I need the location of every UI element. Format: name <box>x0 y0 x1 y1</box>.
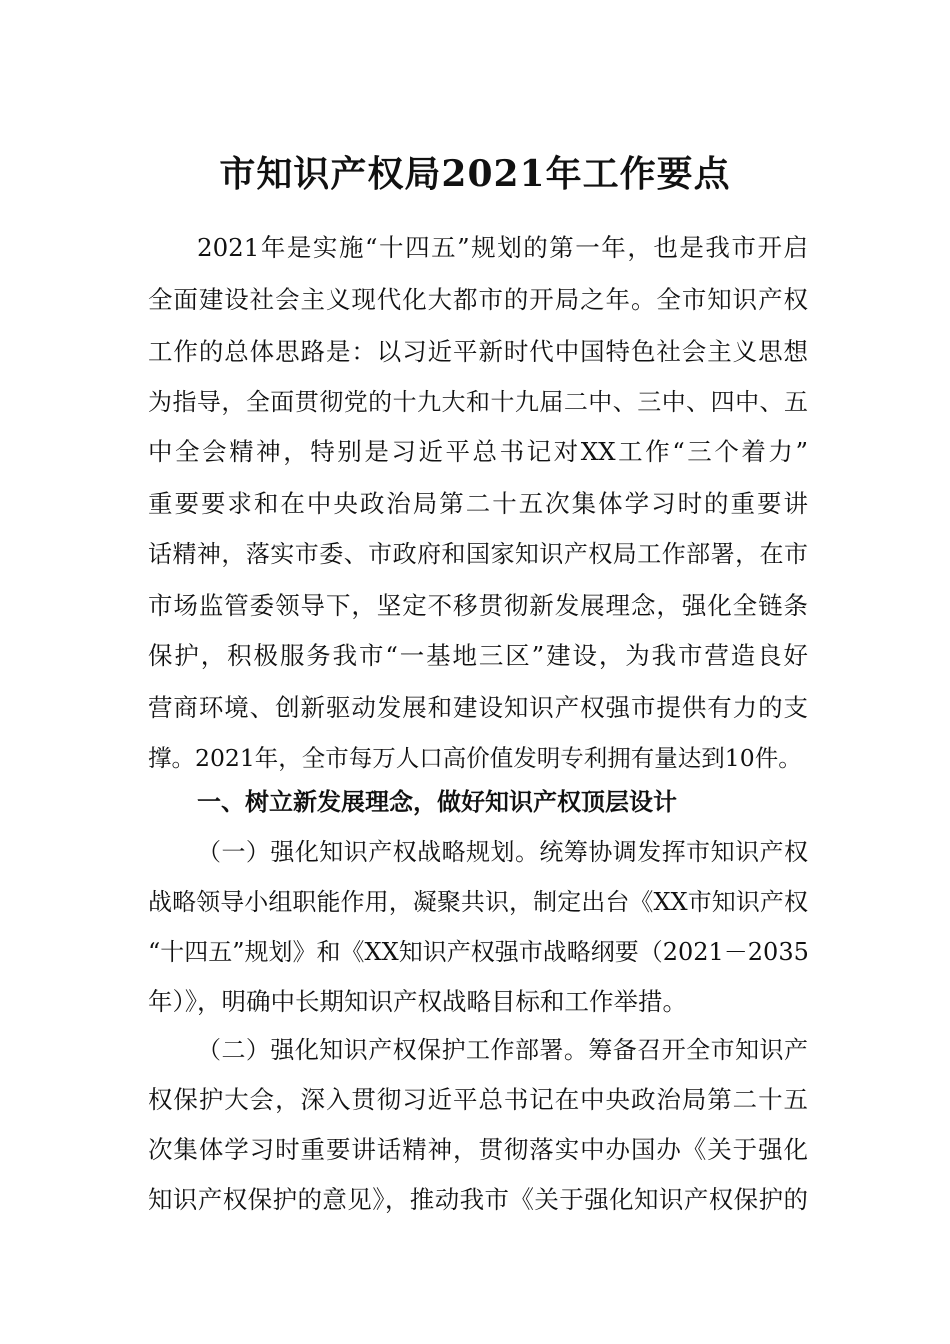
paragraph-line: 2021年是实施“十四五”规划的第一年，也是我市开启 <box>197 233 808 262</box>
paragraph-line: 年）》，明确中长期知识产权战略目标和工作举措。 <box>148 987 687 1016</box>
paragraph-line: 知识产权保护的意见》，推动我市《关于强化知识产权保护的 <box>148 1185 808 1214</box>
paragraph-line: （二）强化知识产权保护工作部署。筹备召开全市知识产 <box>197 1036 808 1064</box>
paragraph-line: 次集体学习时重要讲话精神，贯彻落实中办国办《关于强化 <box>148 1135 808 1164</box>
paragraph-line: 工作的总体思路是：以习近平新时代中国特色社会主义思想 <box>148 337 808 366</box>
paragraph-line: 权保护大会，深入贯彻习近平总书记在中央政治局第二十五 <box>148 1085 808 1114</box>
paragraph-line: 重要要求和在中央政治局第二十五次集体学习时的重要讲 <box>148 489 808 518</box>
paragraph-line: 全面建设社会主义现代化大都市的开局之年。全市知识产权 <box>148 285 808 314</box>
paragraph-line: （一）强化知识产权战略规划。统筹协调发挥市知识产权 <box>197 838 808 866</box>
paragraph-line: 为指导，全面贯彻党的十九大和十九届二中、三中、四中、五 <box>148 388 808 416</box>
paragraph-line: 战略领导小组职能作用，凝聚共识，制定出台《XX市知识产权 <box>148 888 808 916</box>
paragraph-line: 中全会精神，特别是习近平总书记对XX工作“三个着力” <box>148 437 808 466</box>
paragraph-line: 保护，积极服务我市“一基地三区”建设，为我市营造良好 <box>148 641 808 670</box>
paragraph-line: “十四五”规划》和《XX知识产权强市战略纲要（2021－2035 <box>148 938 809 966</box>
paragraph-line: 营商环境、创新驱动发展和建设知识产权强市提供有力的支 <box>148 693 808 722</box>
document-title: 市知识产权局2021年工作要点 <box>219 153 731 195</box>
paragraph-line: 市场监管委领导下，坚定不移贯彻新发展理念，强化全链条 <box>148 591 808 620</box>
paragraph-line: 话精神，落实市委、市政府和国家知识产权局工作部署，在市 <box>148 540 808 568</box>
section-heading: 一、树立新发展理念，做好知识产权顶层设计 <box>197 788 677 816</box>
paragraph-line: 撑。2021年，全市每万人口高价值发明专利拥有量达到10件。 <box>148 744 802 772</box>
